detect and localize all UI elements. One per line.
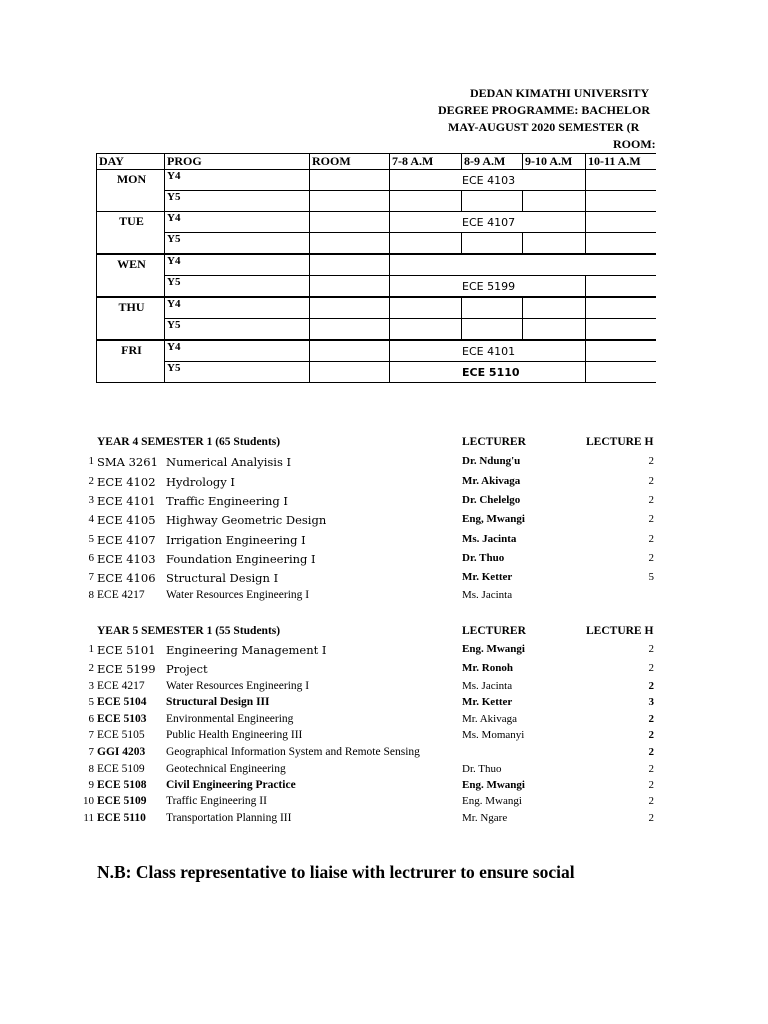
timetable-row [97,276,657,298]
room-cell [310,254,390,276]
lecturer-name: Eng. Mwangi [462,643,525,655]
course-title: Irrigation Engineering I [166,533,306,547]
lecturer-name: Mr. Akivaga [462,713,517,725]
list-item [0,571,656,589]
room-cell [310,233,390,255]
lecturer-name: Dr. Ndung'u [462,455,521,467]
course-title: Hydrology I [166,475,235,489]
slot-cell [586,276,657,298]
lecture-hours: 5 [648,571,654,583]
prog-cell: Y5 [165,362,310,383]
lecturer-name: Mr. Akivaga [462,475,521,487]
course-title: Civil Engineering Practice [166,779,296,791]
col-10-11: 10-11 A.M [586,154,657,170]
slot-cell [586,233,657,255]
slot-cell [390,254,657,276]
day-cell: THU [97,297,165,340]
course-code: ECE 5109 [97,795,147,807]
lecture-hours: 2 [648,455,654,467]
degree-programme: DEGREE PROGRAMME: BACHELOR [438,103,651,117]
lecture-hours: 2 [648,680,654,692]
lecture-hours: 3 [648,696,654,708]
course-code: ECE 5109 [97,763,145,775]
course-code: ECE 4103 [97,552,156,566]
course-code: ECE 5103 [97,713,147,725]
list-item [0,746,656,764]
course-code: ECE 5101 [97,643,156,657]
timetable-row [97,362,657,383]
year5-title: YEAR 5 SEMESTER 1 (55 Students) [97,625,281,637]
room-cell [310,212,390,233]
lecture-hours: 2 [648,533,654,545]
course-code: ECE 4102 [97,475,156,489]
lecturer-name: Ms. Jacinta [462,680,513,692]
prog-cell: Y4 [165,340,310,362]
lecturer-name: Ms. Jacinta [462,533,517,545]
prog-cell: Y4 [165,297,310,319]
list-item [0,552,656,570]
prog-cell: Y5 [165,233,310,255]
course-code: ECE 4107 [97,533,156,547]
lecture-hours: 2 [648,763,654,775]
list-item [0,795,656,813]
list-item [0,662,656,680]
slot-cell [586,319,657,341]
course-title: Highway Geometric Design [166,513,327,527]
slot-cell [390,233,462,255]
course-title: Environmental Engineering [166,713,294,725]
lecturer-name: Eng. Mwangi [462,779,525,791]
lecturer-name: Dr. Chelelgo [462,494,521,506]
timetable-row [97,254,657,276]
item-number: 5 [88,696,94,708]
course-title: Geographical Information System and Remote Sensing [166,746,420,758]
slot-cell [390,191,462,212]
course-title: Traffic Engineering II [166,795,267,807]
room-label: ROOM: [613,137,656,151]
slot-cell [586,340,657,362]
course-cell: ECE 5199 [390,276,586,298]
course-title: Water Resources Engineering I [166,589,310,601]
lecture-hours: 2 [648,643,654,655]
course-title: Engineering Management I [166,643,327,657]
item-number: 2 [88,662,94,674]
course-title: Structural Design III [166,696,270,708]
semester-title: MAY-AUGUST 2020 SEMESTER (R [448,120,640,134]
day-cell: TUE [97,212,165,255]
course-title: Numerical Analyisis I [166,455,292,469]
lecturer-name: Ms. Jacinta [462,589,513,601]
lecturer-name: Eng. Mwangi [462,795,522,807]
year5-hours-header: LECTURE H [586,625,654,637]
year5-lecturer-header: LECTURER [462,625,526,637]
lecture-hours: 2 [648,729,654,741]
slot-cell [586,170,657,191]
slot-cell [390,319,462,341]
item-number: 1 [88,643,94,655]
timetable-row [97,170,657,191]
slot-cell [586,212,657,233]
room-cell [310,276,390,298]
day-cell: WEN [97,254,165,297]
item-number: 4 [88,513,94,525]
lecture-hours: 2 [648,494,654,506]
course-title: Foundation Engineering I [166,552,316,566]
course-cell: ECE 4103 [390,170,586,191]
timetable-row [97,233,657,255]
slot-cell [523,191,586,212]
item-number: 3 [88,680,94,692]
lecture-hours: 2 [648,779,654,791]
prog-cell: Y4 [165,212,310,233]
col-9-10: 9-10 A.M [523,154,586,170]
timetable-header-row [97,154,657,170]
course-code: SMA 3261 [97,455,158,469]
course-title: Structural Design I [166,571,279,585]
course-code: ECE 4101 [97,494,156,508]
list-item [0,589,656,607]
lecture-hours: 2 [648,475,654,487]
course-code: ECE 5105 [97,729,145,741]
col-prog: PROG [165,154,310,170]
slot-cell [586,191,657,212]
lecture-hours: 2 [648,812,654,824]
slot-cell [586,297,657,319]
item-number: 8 [88,763,94,775]
list-item [0,513,656,531]
lecturer-name: Eng, Mwangi [462,513,525,525]
course-code: ECE 4217 [97,680,145,692]
item-number: 7 [88,571,94,583]
room-cell [310,191,390,212]
list-item [0,812,656,830]
item-number: 1 [88,455,94,467]
lecture-hours: 2 [648,795,654,807]
lecturer-name: Mr. Ronoh [462,662,513,674]
prog-cell: Y5 [165,319,310,341]
item-number: 3 [88,494,94,506]
slot-cell [523,297,586,319]
item-number: 8 [88,589,94,601]
slot-cell [462,233,523,255]
timetable-row [97,297,657,319]
room-cell [310,362,390,383]
lecture-hours: 2 [648,713,654,725]
item-number: 2 [88,475,94,487]
prog-cell: Y5 [165,276,310,298]
timetable [96,153,656,383]
item-number: 7 [88,729,94,741]
list-item [0,455,656,473]
course-code: ECE 4106 [97,571,156,585]
slot-cell [390,297,462,319]
room-cell [310,297,390,319]
course-code: ECE 5110 [97,812,146,824]
course-code: ECE 5108 [97,779,147,791]
col-room: ROOM [310,154,390,170]
item-number: 11 [83,812,94,824]
year4-hours-header: LECTURE H [586,436,654,448]
slot-cell [586,362,657,383]
course-title: Geotechnical Engineering [166,763,286,775]
list-item [0,533,656,551]
lecture-hours: 2 [648,552,654,564]
course-title: Transportation Planning III [166,812,292,824]
lecturer-name: Dr. Thuo [462,552,505,564]
timetable-row [97,340,657,362]
course-title: Project [166,662,208,676]
course-cell: ECE 4101 [390,340,586,362]
room-cell [310,340,390,362]
slot-cell [462,319,523,341]
day-cell: FRI [97,340,165,383]
course-code: ECE 4217 [97,589,145,601]
slot-cell [462,297,523,319]
slot-cell [523,319,586,341]
university-name: DEDAN KIMATHI UNIVERSITY [470,86,650,100]
lecture-hours: 2 [648,746,654,758]
list-item [0,696,656,714]
slot-cell [523,233,586,255]
course-title: Traffic Engineering I [166,494,288,508]
course-code: ECE 4105 [97,513,156,527]
lecturer-name: Mr. Ketter [462,696,513,708]
item-number: 5 [88,533,94,545]
prog-cell: Y4 [165,170,310,191]
list-item [0,643,656,661]
timetable-row [97,191,657,212]
prog-cell: Y5 [165,191,310,212]
timetable-row [97,212,657,233]
course-title: Water Resources Engineering I [166,680,310,692]
col-day: DAY [97,154,165,170]
item-number: 6 [88,713,94,725]
slot-cell [462,191,523,212]
course-cell: ECE 4107 [390,212,586,233]
col-7-8: 7-8 A.M [390,154,462,170]
item-number: 6 [88,552,94,564]
course-code: GGI 4203 [97,746,146,758]
prog-cell: Y4 [165,254,310,276]
lecturer-name: Ms. Momanyi [462,729,525,741]
room-cell [310,170,390,191]
lecturer-name: Mr. Ngare [462,812,508,824]
year4-lecturer-header: LECTURER [462,436,526,448]
list-item [0,494,656,512]
room-cell [310,319,390,341]
course-cell: ECE 5110 [390,362,586,383]
lecture-hours: 2 [648,662,654,674]
year4-title: YEAR 4 SEMESTER 1 (65 Students) [97,436,281,448]
course-code: ECE 5104 [97,696,147,708]
lecturer-name: Dr. Thuo [462,763,502,775]
lecturer-name: Mr. Ketter [462,571,513,583]
day-cell: MON [97,170,165,212]
list-item [0,729,656,747]
item-number: 7 [88,746,94,758]
col-8-9: 8-9 A.M [462,154,523,170]
list-item [0,475,656,493]
course-code: ECE 5199 [97,662,156,676]
timetable-row [97,319,657,341]
course-title: Public Health Engineering III [166,729,303,741]
footnote: N.B: Class representative to liaise with lectrurer to ensure social [97,862,575,882]
lecture-hours: 2 [648,513,654,525]
item-number: 10 [83,795,94,807]
item-number: 9 [88,779,94,791]
